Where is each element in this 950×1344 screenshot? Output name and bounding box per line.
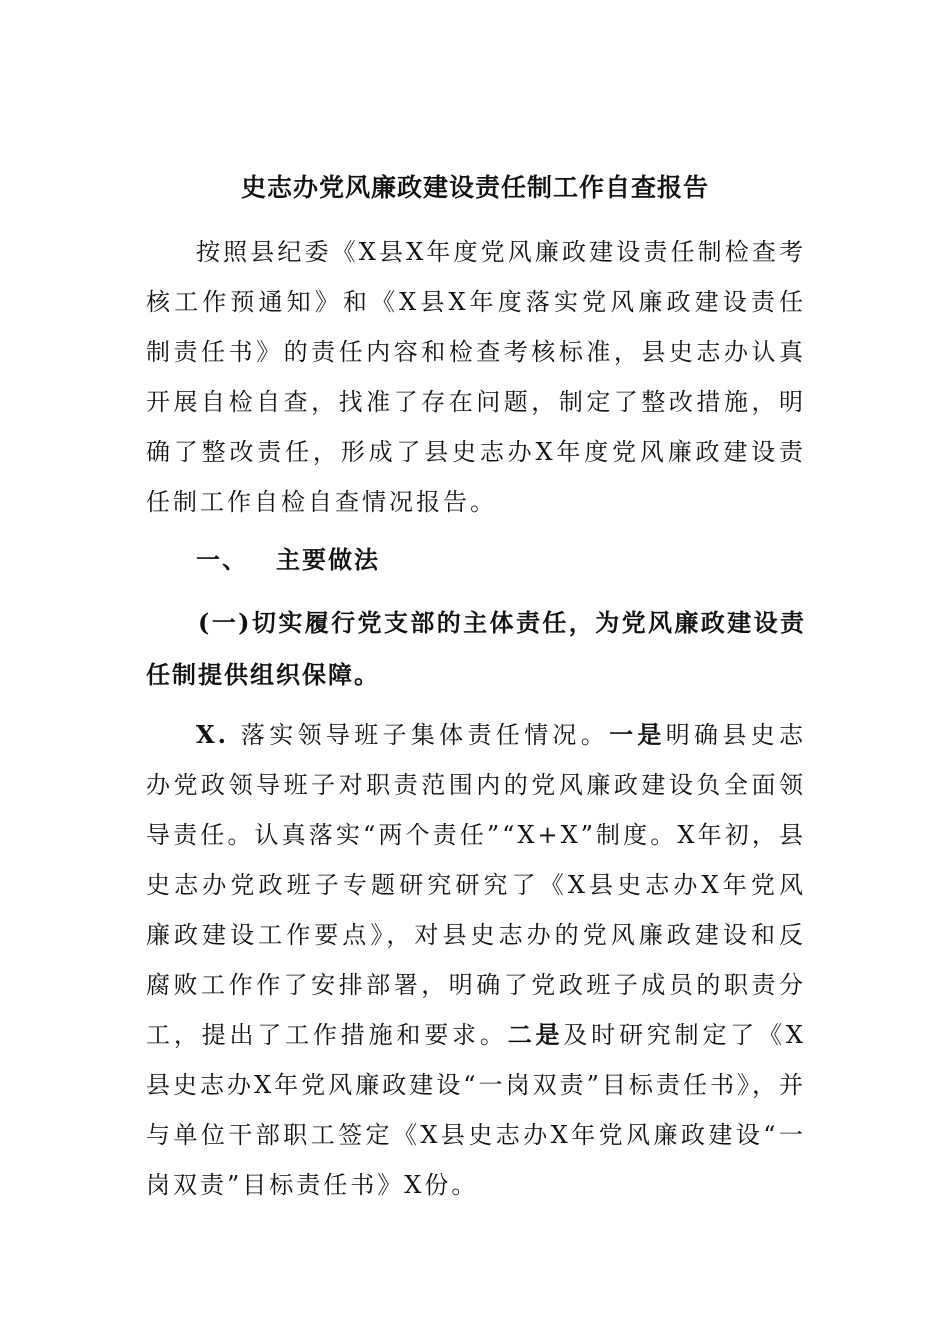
- item-bold-b: 二是: [507, 1020, 564, 1049]
- section-title: 主要做法: [276, 545, 380, 574]
- subsection-heading: (一)切实履行党支部的主体责任，为党风廉政建设责任制提供组织保障。: [146, 608, 806, 689]
- item-number: X.: [196, 720, 229, 749]
- item-bold-a: 一是: [609, 720, 666, 749]
- item-text-a: 落实领导班子集体责任情况。: [228, 721, 610, 749]
- document-title: 史志办党风廉政建设责任制工作自查报告: [240, 173, 709, 202]
- section-number: 一、: [196, 545, 248, 574]
- item-text-c: 及时研究制定了《X县史志办X年党风廉政建设“一岗双责”目标责任书》，并与单位干部职工签定《X县史志办X年党风廉政建设“一岗双责”目标责任书》X份。: [146, 1021, 807, 1199]
- item-paragraph: [146, 710, 806, 1210]
- item-text-b: 明确县史志办党政领导班子对职责范围内的党风廉政建设负全面领导责任。认真落实“两个责任”“X+X”制度。X年初，县史志办党政班子专题研究研究了《X县史志办X年党风廉政建设工作要点》，对县史志办的党风廉政建设和反腐败工作作了安排部署，明确了党政班子成员的职责分工，提出了工作措施和要求。: [146, 721, 806, 1049]
- intro-paragraph: 按照县纪委《X县X年度党风廉政建设责任制检查考核工作预通知》和《X县X年度落实党风廉政建设责任制责任书》的责任内容和检查考核标准，县史志办认真开展自检自查，找准了存在问题，制定了整改措施，明确了整改责任，形成了县史志办X年度党风廉政建设责任制工作自检自查情况报告。: [146, 238, 806, 516]
- section-heading: [196, 538, 380, 582]
